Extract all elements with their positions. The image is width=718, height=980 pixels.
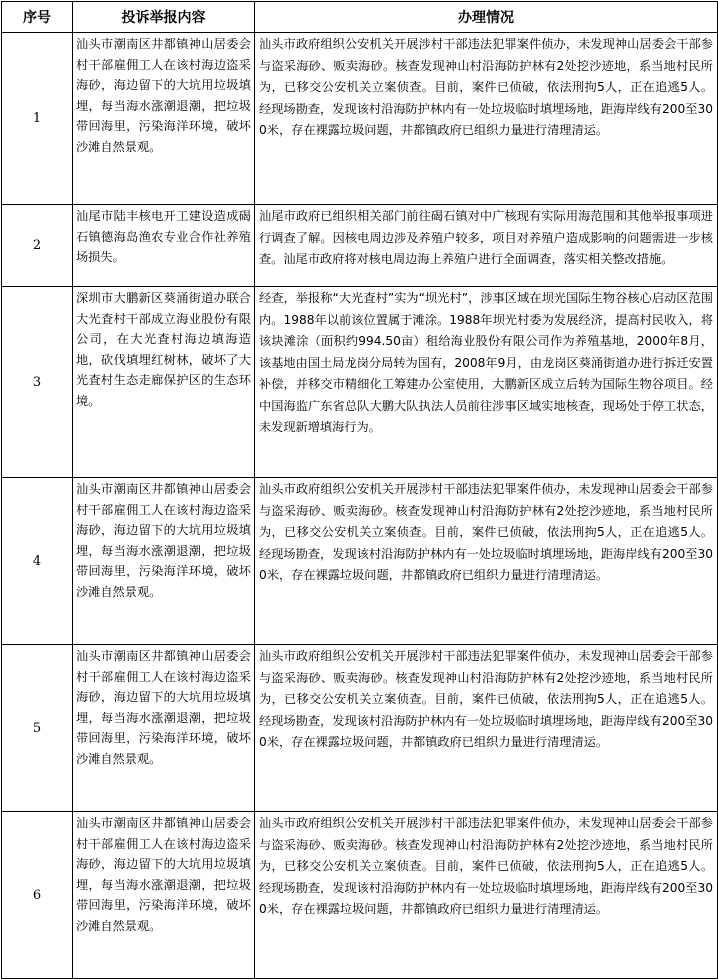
row-index: 4 <box>2 478 73 645</box>
complaint-cell: 汕头市潮南区井都镇神山居委会村干部雇佣工人在该村海边盗采海砂，海边留下的大坑用垃圾填埋，每当海水涨潮退潮，把垃圾带回海里，污染海洋环境，破坏沙滩自然景观。 <box>73 645 255 812</box>
complaint-cell: 深圳市大鹏新区葵涌街道办联合大光査村干部成立海业股份有限公司，在大光査村海边填海造地，砍伐填埋红树林，破坏了大光査村生态走廊保护区的生态环境。 <box>73 287 255 478</box>
table-row <box>2 812 718 979</box>
row-index: 6 <box>2 812 73 979</box>
handling-cell: 汕头市政府组织公安机关开展涉村干部违法犯罪案件侦办，未发现神山居委会干部参与盗采海砂、贩卖海砂。核查发现神山村沿海防护林有2处挖沙迹地，系当地村民所为，已移交公安机关立案侦查。目前，案件已侦破，依法刑拘5人，正在追逃5人。经现场勘查，发现该村沿海防护林内有一处垃圾临时填埋场地，距海岸线有200至300米，存在裸露垃圾问题，井都镇政府已组织力量进行清理清运。 <box>255 812 718 979</box>
table-row <box>2 205 718 287</box>
table-row <box>2 478 718 645</box>
complaint-cell: 汕头市潮南区井都镇神山居委会村干部雇佣工人在该村海边盗采海砂，海边留下的大坑用垃圾填埋，每当海水涨潮退潮，把垃圾带回海里，污染海洋环境，破坏沙滩自然景观。 <box>73 478 255 645</box>
row-index: 5 <box>2 645 73 812</box>
complaint-cell: 汕头市潮南区井都镇神山居委会村干部雇佣工人在该村海边盗采海砂，海边留下的大坑用垃圾填埋，每当海水涨潮退潮，把垃圾带回海里，污染海洋环境，破坏沙滩自然景观。 <box>73 33 255 205</box>
row-index: 2 <box>2 205 73 287</box>
table-row <box>2 645 718 812</box>
header-handling: 办理情况 <box>255 2 718 33</box>
complaint-table <box>1 1 718 979</box>
table-row <box>2 287 718 478</box>
handling-cell: 经查，举报称“大光査村”实为“坝光村”，涉事区域在坝光国际生物谷核心启动区范围内。1988年以前该位置属于滩涂。1988年坝光村委为发展经济，提高村民收入，将该块滩涂（面积约994.50亩）租给海业股份有限公司作为养殖基地，2000年8月，该基地由国土局龙岗分局转为国有，2008年9月，由龙岗区葵涌街道办进行拆迁安置补偿，并移交市精细化工筹建办公室使用，大鹏新区成立后转为国际生物谷项目。经中国海监广东省总队大鹏大队执法人员前往涉事区域实地核查，现场处于停工状态，未发现新增填海行为。 <box>255 287 718 478</box>
row-index: 3 <box>2 287 73 478</box>
handling-cell: 汕头市政府组织公安机关开展涉村干部违法犯罪案件侦办，未发现神山居委会干部参与盗采海砂、贩卖海砂。核查发现神山村沿海防护林有2处挖沙迹地，系当地村民所为，已移交公安机关立案侦查。目前，案件已侦破，依法刑拘5人，正在追逃5人。经现场勘查，发现该村沿海防护林内有一处垃圾临时填埋场地，距海岸线有200至300米，存在裸露垃圾问题，井都镇政府已组织力量进行清理清运。 <box>255 478 718 645</box>
complaint-cell: 汕头市潮南区井都镇神山居委会村干部雇佣工人在该村海边盗采海砂，海边留下的大坑用垃圾填埋，每当海水涨潮退潮，把垃圾带回海里，污染海洋环境，破坏沙滩自然景观。 <box>73 812 255 979</box>
table-row <box>2 33 718 205</box>
handling-cell: 汕头市政府组织公安机关开展涉村干部违法犯罪案件侦办，未发现神山居委会干部参与盗采海砂、贩卖海砂。核查发现神山村沿海防护林有2处挖沙迹地，系当地村民所为，已移交公安机关立案侦查。目前，案件已侦破，依法刑拘5人，正在追逃5人。经现场勘查，发现该村沿海防护林内有一处垃圾临时填埋场地，距海岸线有200至300米，存在裸露垃圾问题，井都镇政府已组织力量进行清理清运。 <box>255 645 718 812</box>
header-complaint: 投诉举报内容 <box>73 2 255 33</box>
table-header-row <box>2 2 718 33</box>
handling-cell: 汕头市政府组织公安机关开展涉村干部违法犯罪案件侦办，未发现神山居委会干部参与盗采海砂、贩卖海砂。核查发现神山村沿海防护林有2处挖沙迹地，系当地村民所为，已移交公安机关立案侦查。目前，案件已侦破，依法刑拘5人，正在追逃5人。经现场勘查，发现该村沿海防护林内有一处垃圾临时填埋场地，距海岸线有200至300米，存在裸露垃圾问题，井都镇政府已组织力量进行清理清运。 <box>255 33 718 205</box>
row-index: 1 <box>2 33 73 205</box>
handling-cell: 汕尾市政府已组织相关部门前往碣石镇对中广核现有实际用海范围和其他举报事项进行调查了解。因核电周边涉及养殖户较多，项目对养殖户造成影响的问题需进一步核查。汕尾市政府将对核电周边海上养殖户进行全面调查，落实相关整改措施。 <box>255 205 718 287</box>
complaint-cell: 汕尾市陆丰核电开工建设造成碣石镇德海岛渔农专业合作社养殖场损失。 <box>73 205 255 287</box>
header-index: 序号 <box>2 2 73 33</box>
